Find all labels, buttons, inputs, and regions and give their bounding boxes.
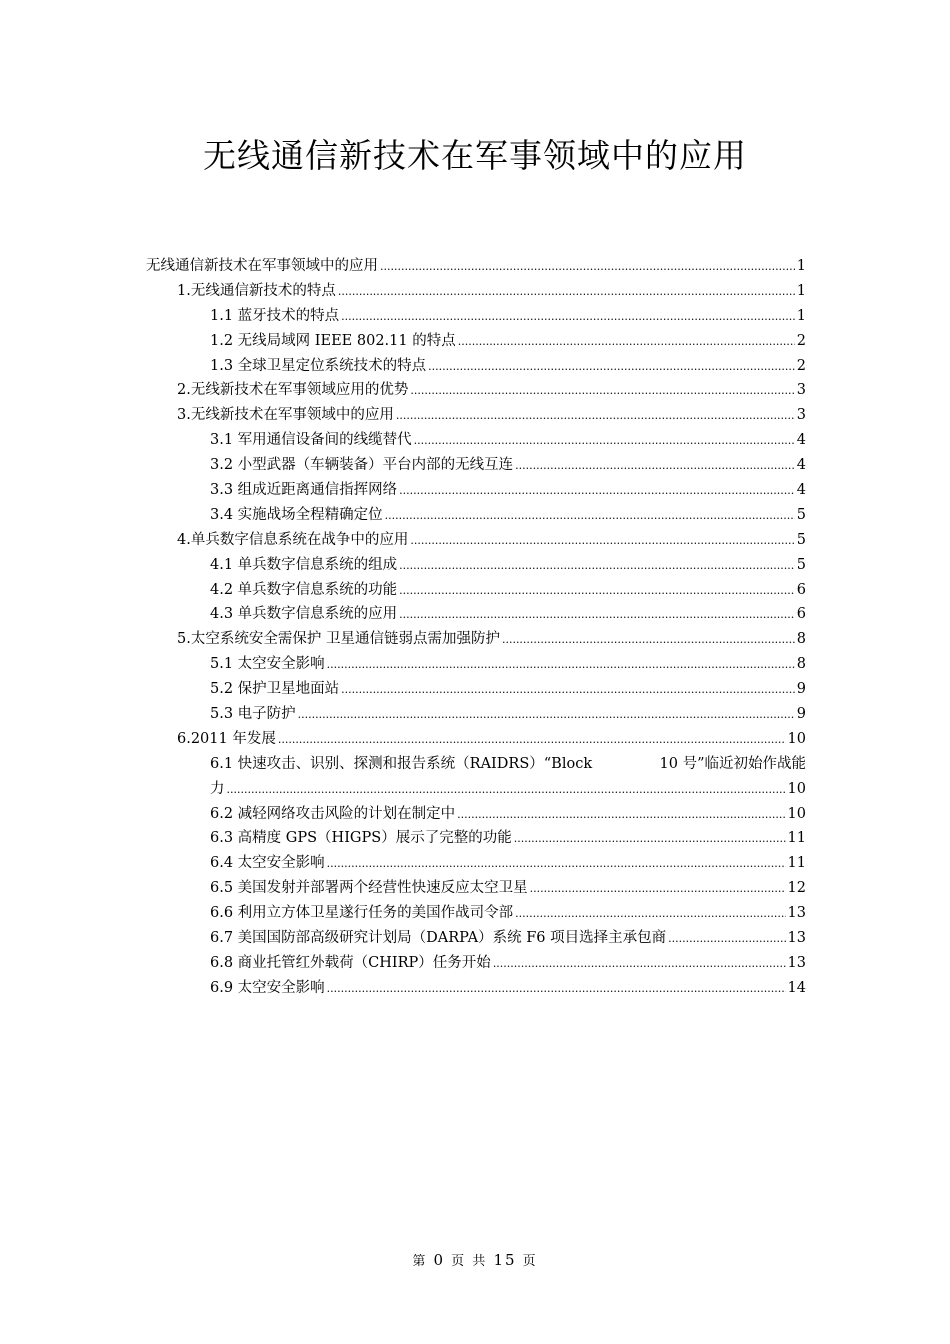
- toc-entry[interactable]: [146, 578, 806, 603]
- toc-entry[interactable]: [146, 627, 806, 652]
- toc-entry[interactable]: [146, 354, 806, 379]
- toc-entry-page: 6: [796, 606, 806, 623]
- toc-entry[interactable]: [146, 727, 806, 752]
- toc-entry-page: 3: [796, 382, 806, 399]
- toc-entry-page: 10: [787, 805, 806, 822]
- toc-entry-page: 2: [796, 332, 806, 349]
- toc-leader-dots: [410, 378, 794, 404]
- toc-entry-label: 4.单兵数字信息系统在战争中的应用: [177, 531, 409, 548]
- toc-entry-label: 6.2 减轻网络攻击风险的计划在制定中: [210, 805, 456, 822]
- toc-entry-label: 5.太空系统安全需保护 卫星通信链弱点需加强防护: [177, 631, 500, 648]
- toc-leader-dots: [530, 876, 786, 902]
- toc-entry-page: 5: [796, 531, 806, 548]
- toc-entry-page: 9: [796, 706, 806, 723]
- toc-leader-dots: [227, 777, 786, 803]
- toc-entry[interactable]: [146, 926, 806, 951]
- toc-entry-label: 6.5 美国发射并部署两个经营性快速反应太空卫星: [210, 880, 528, 897]
- toc-entry-page: 1: [796, 258, 806, 274]
- toc-leader-dots: [327, 652, 795, 678]
- toc-entry-label: 6.2011 年发展: [177, 730, 276, 747]
- toc-entry-page: 4: [796, 482, 806, 499]
- toc-entry-label: 3.4 实施战场全程精确定位: [210, 506, 383, 523]
- toc-leader-dots: [515, 901, 785, 927]
- toc-leader-dots: [385, 503, 795, 529]
- toc-entry-label-part: 10 号”临近初始作战能: [659, 755, 806, 772]
- toc-entry[interactable]: [146, 329, 806, 354]
- toc-entry[interactable]: [146, 553, 806, 578]
- toc-entry-label: 4.1 单兵数字信息系统的组成: [210, 556, 398, 573]
- toc-leader-dots: [278, 727, 786, 753]
- toc-entry-page: 6: [796, 581, 806, 598]
- toc-entry-page: 13: [787, 905, 806, 922]
- toc-leader-dots: [341, 677, 795, 703]
- toc-entry-page: 10: [787, 730, 806, 747]
- toc-entry-label: 6.4 太空安全影响: [210, 855, 325, 872]
- toc-entry-page: 2: [796, 357, 806, 374]
- toc-entry-page: 9: [796, 681, 806, 698]
- toc-entry[interactable]: [146, 279, 806, 304]
- toc-entry[interactable]: [146, 802, 806, 827]
- toc-entry-label: 3.2 小型武器（车辆装备）平台内部的无线互连: [210, 457, 514, 474]
- toc-leader-dots: [414, 428, 795, 454]
- footer-suffix: 页: [522, 1254, 538, 1269]
- toc-leader-dots: [428, 354, 795, 380]
- toc-entry[interactable]: [146, 528, 806, 553]
- toc-leader-dots: [396, 403, 795, 429]
- toc-entry-page: 13: [787, 954, 806, 971]
- toc-entry-label-part: 6.1 快速攻击、识别、探测和报告系统（RAIDRS）“Block: [210, 755, 593, 772]
- toc-entry-label: 4.2 单兵数字信息系统的功能: [210, 581, 398, 598]
- table-of-contents: [146, 254, 806, 1001]
- toc-entry[interactable]: [146, 453, 806, 478]
- toc-entry-page: 8: [796, 656, 806, 673]
- toc-leader-dots: [458, 329, 795, 355]
- toc-entry[interactable]: [146, 826, 806, 851]
- toc-entry[interactable]: [146, 702, 806, 727]
- toc-entry-page: 4: [796, 432, 806, 449]
- toc-entry[interactable]: [146, 851, 806, 876]
- toc-leader-dots: [380, 254, 795, 280]
- footer-prefix: 第: [412, 1254, 428, 1269]
- toc-entry[interactable]: [146, 677, 806, 702]
- toc-leader-dots: [399, 553, 795, 579]
- toc-entry-page: 12: [787, 880, 806, 897]
- toc-entry[interactable]: [146, 254, 806, 279]
- toc-leader-dots: [399, 602, 795, 628]
- toc-entry[interactable]: [146, 503, 806, 528]
- toc-entry-label: 无线通信新技术在军事领域中的应用: [146, 258, 378, 274]
- page-footer: [0, 1250, 950, 1269]
- toc-leader-dots: [327, 976, 786, 1002]
- toc-entry-label: 6.3 高精度 GPS（HIGPS）展示了完整的功能: [210, 830, 512, 847]
- toc-entry-label: 6.6 利用立方体卫星遂行任务的美国作战司令部: [210, 905, 514, 922]
- toc-entry-label: 力: [210, 780, 225, 797]
- toc-entry-label: 6.8 商业托管红外载荷（CHIRP）任务开始: [210, 954, 491, 971]
- toc-entry[interactable]: [146, 901, 806, 926]
- toc-entry-label: 4.3 单兵数字信息系统的应用: [210, 606, 398, 623]
- toc-entry[interactable]: [146, 876, 806, 901]
- toc-entry-page: 3: [796, 407, 806, 424]
- toc-leader-dots: [457, 802, 785, 828]
- toc-entry-wrapped-continuation[interactable]: [146, 777, 806, 802]
- toc-entry-label: 5.1 太空安全影响: [210, 656, 325, 673]
- document-title: 无线通信新技术在军事领域中的应用: [203, 136, 747, 175]
- toc-leader-dots: [410, 528, 794, 554]
- toc-entry-page: 5: [796, 556, 806, 573]
- toc-entry-label: 2.无线新技术在军事领域应用的优势: [177, 382, 409, 399]
- toc-leader-dots: [298, 702, 795, 728]
- toc-leader-dots: [399, 478, 795, 504]
- toc-entry-label: 1.1 蓝牙技术的特点: [210, 307, 340, 324]
- toc-leader-dots: [399, 578, 795, 604]
- toc-entry[interactable]: [146, 428, 806, 453]
- toc-entry-page: 14: [787, 979, 806, 996]
- toc-entry-page: 1: [796, 307, 806, 324]
- toc-entry-label: 6.7 美国国防部高级研究计划局（DARPA）系统 F6 项目选择主承包商: [210, 930, 667, 947]
- toc-entry-label: 6.9 太空安全影响: [210, 979, 325, 996]
- toc-leader-dots: [341, 304, 795, 330]
- toc-entry-page: 10: [787, 780, 806, 797]
- toc-entry[interactable]: [146, 951, 806, 976]
- toc-entry-page: 8: [796, 631, 806, 648]
- toc-entry-wrapped[interactable]: [146, 752, 806, 777]
- toc-entry-page: 5: [796, 506, 806, 523]
- toc-entry[interactable]: [146, 478, 806, 503]
- toc-entry-label: 5.2 保护卫星地面站: [210, 681, 340, 698]
- toc-entry-label: 3.无线新技术在军事领域中的应用: [177, 407, 394, 424]
- toc-entry-page: 13: [787, 930, 806, 947]
- toc-entry-page: 1: [796, 282, 806, 299]
- toc-entry-label: 3.1 军用通信设备间的线缆替代: [210, 432, 412, 449]
- toc-entry-page: 11: [787, 855, 806, 872]
- toc-entry[interactable]: [146, 602, 806, 627]
- toc-entry[interactable]: [146, 378, 806, 403]
- toc-entry-page: 11: [787, 830, 806, 847]
- footer-middle: 页 共: [451, 1254, 488, 1269]
- footer-current-page: 0: [433, 1251, 446, 1269]
- toc-entry-label: 3.3 组成近距离通信指挥网络: [210, 482, 398, 499]
- toc-entry-label: 1.2 无线局域网 IEEE 802.11 的特点: [210, 332, 456, 349]
- toc-leader-dots: [668, 926, 785, 952]
- footer-total-pages: 15: [493, 1251, 517, 1269]
- toc-entry[interactable]: [146, 976, 806, 1001]
- toc-entry[interactable]: [146, 652, 806, 677]
- toc-leader-dots: [327, 851, 786, 877]
- toc-entry-label: 1.无线通信新技术的特点: [177, 282, 336, 299]
- toc-leader-dots: [514, 826, 786, 852]
- toc-leader-dots: [493, 951, 786, 977]
- toc-leader-dots: [515, 453, 795, 479]
- toc-entry[interactable]: [146, 304, 806, 329]
- toc-entry[interactable]: [146, 403, 806, 428]
- toc-leader-dots: [338, 279, 795, 305]
- toc-entry-page: 4: [796, 457, 806, 474]
- toc-entry-label: 1.3 全球卫星定位系统技术的特点: [210, 357, 427, 374]
- toc-leader-dots: [502, 627, 795, 653]
- toc-entry-label: 5.3 电子防护: [210, 706, 296, 723]
